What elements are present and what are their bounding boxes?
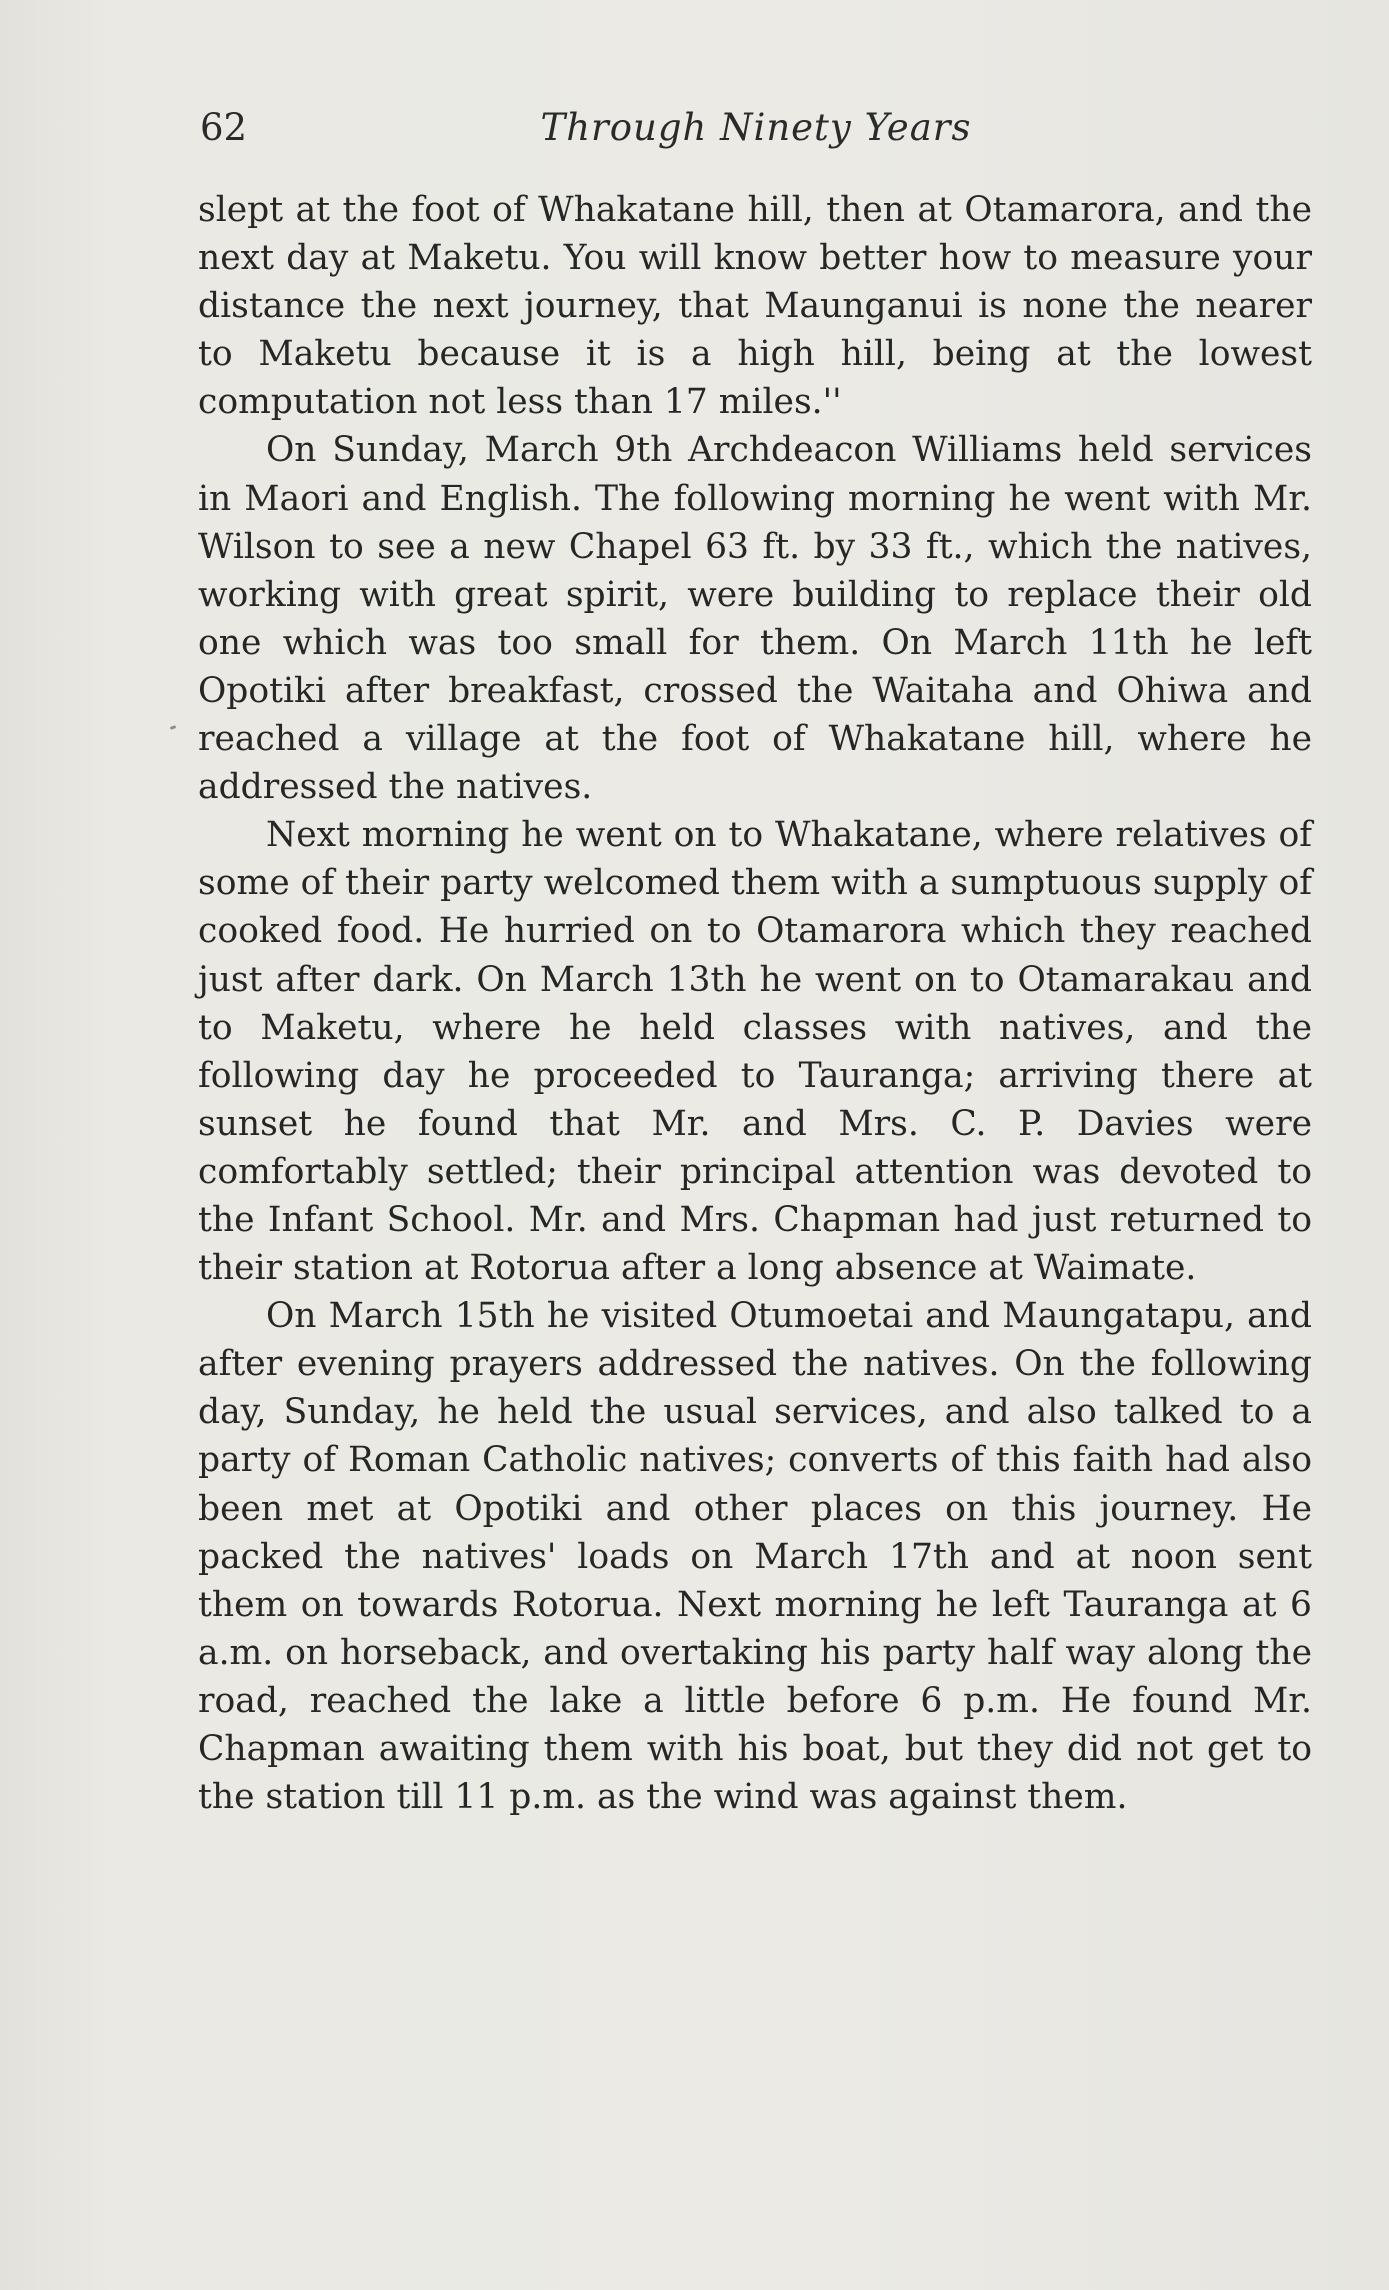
- paragraph-continued: slept at the foot of Whakatane hill, then at Otamarora, and the next day at Maketu. You will know better how to measure your distance the next journey, that Maunganui is none the nearer to Maketu because it is a high hill, being at the lowest computation not less than 17 miles.'': [198, 190, 1312, 423]
- paragraph: On Sunday, March 9th Archdeacon Williams held services in Maori and English. The following morning he went with Mr. Wilson to see a new Chapel 63 ft. by 33 ft., which the natives, working with great spirit, were building to replace their old one which was too small for them. On March 11th he left Opotiki after breakfast, crossed the Waitaha and Ohiwa and reached a village at the foot of Whakatane hill, where he addressed the natives.: [198, 430, 1312, 808]
- paragraph: On March 15th he visited Otumoetai and Maungatapu, and after evening prayers addressed the natives. On the following day, Sunday, he held the usual services, and also talked to a party of Roman Catholic natives; converts of this faith had also been met at Opotiki and other places on this journey. He packed the natives' loads on March 17th and at noon sent them on towards Rotorua. Next morning he left Tauranga at 6 a.m. on horseback, and overtaking his party half way along the road, reached the lake a little before 6 p.m. He found Mr. Chapman awaiting them with his boat, but they did not get to the station till 11 p.m. as the wind was against them.: [198, 1296, 1312, 1818]
- paper-speck: [170, 725, 177, 730]
- page-header: [200, 100, 1312, 160]
- body-text: [198, 186, 1312, 1821]
- paragraph: Next morning he went on to Whakatane, where relatives of some of their party welcomed them with a sumptuous supply of cooked food. He hurried on to Otamarora which they reached just after dark. On March 13th he went on to Otamarakau and to Maketu, where he held classes with natives, and the following day he proceeded to Tauranga; arriving there at sunset he found that Mr. and Mrs. C. P. Davies were comfortably settled; their principal attention was devoted to the Infant School. Mr. and Mrs. Chapman had just returned to their station at Rotorua after a long absence at Waimate.: [198, 815, 1312, 1289]
- running-title: Through Ninety Years: [540, 106, 972, 149]
- page-number: 62: [200, 106, 248, 149]
